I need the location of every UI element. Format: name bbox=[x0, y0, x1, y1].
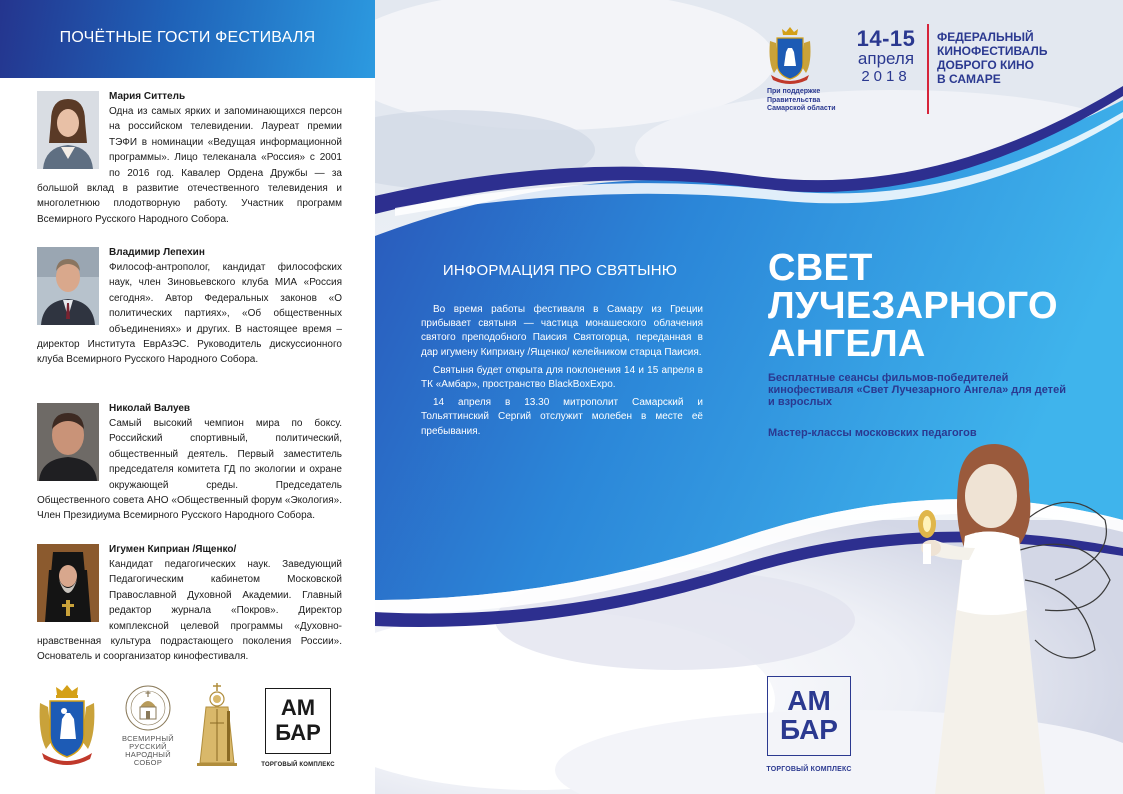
honored-guests-header bbox=[0, 0, 375, 78]
government-support-line: При поддержке bbox=[767, 88, 821, 95]
guest-name: Мария Ситтель bbox=[109, 91, 186, 102]
shrine-paragraph: Во время работы фестиваля в Самару из Греции прибывает святыня — частица монашеского облачения святого преподобного Паисия Святогорца, переданная в дар игумену Киприану /Ященко/ келейником старца Паисия. bbox=[421, 304, 703, 358]
world-russian-council-logo bbox=[120, 683, 176, 767]
masterclass-note: Мастер-классы московских педагогов bbox=[768, 427, 977, 439]
main-title-line: АНГЕЛА bbox=[768, 323, 926, 365]
council-logo-line: ВСЕМИРНЫЙ bbox=[122, 734, 174, 743]
guest-photo bbox=[37, 247, 99, 325]
guest-bio: Самый высокий чемпион мира по боксу. Российский спортивный, политический, общественный деятель. Первый заместитель председателя комитета ГД по экологии и охране окружающей среды. Председатель Общественного совета АНО «Общественный форум «Экология». Член Президиума Всемирного Русского Народного Собора. bbox=[37, 418, 342, 522]
honored-guests-title: ПОЧЁТНЫЕ ГОСТИ ФЕСТИВАЛЯ bbox=[59, 29, 316, 46]
festival-divider bbox=[927, 24, 929, 114]
ambar-logo bbox=[265, 688, 331, 754]
angel-figurine-icon bbox=[895, 440, 1123, 794]
government-support-note bbox=[767, 88, 867, 114]
samara-coat-of-arms-icon bbox=[767, 25, 813, 90]
guest-photo bbox=[37, 403, 99, 481]
guest-card bbox=[37, 90, 342, 227]
ambar-logo-caption: ТОРГОВЫЙ КОМПЛЕКС bbox=[766, 766, 852, 773]
shrine-info-text bbox=[421, 303, 703, 443]
honored-guests-panel bbox=[0, 0, 375, 794]
ambar-logo-caption: ТОРГОВЫЙ КОМПЛЕКС bbox=[261, 762, 335, 768]
festival-dates bbox=[847, 28, 925, 85]
festival-name-line: ДОБРОГО КИНО bbox=[937, 58, 1034, 72]
council-logo-text bbox=[120, 735, 176, 767]
festival-main-title bbox=[768, 249, 1088, 363]
dates-month: апреля bbox=[857, 49, 915, 68]
ambar-logo-top: АМ bbox=[280, 695, 316, 720]
partner-logos bbox=[36, 683, 346, 783]
guest-photo bbox=[37, 91, 99, 169]
festival-panel bbox=[375, 0, 1123, 794]
shrine-info-title: ИНФОРМАЦИЯ ПРО СВЯТЫНЮ bbox=[442, 262, 678, 279]
shrine-paragraph: 14 апреля в 13.30 митрополит Самарский и Тольяттинский Сергий отслужит молебен в месте её пребывания. bbox=[421, 397, 703, 437]
ambar-logo-top: АМ bbox=[787, 685, 831, 716]
guest-card bbox=[37, 402, 342, 524]
council-logo-line: НАРОДНЫЙ bbox=[125, 750, 171, 759]
ambar-logo-bottom: БАР bbox=[780, 714, 838, 745]
guest-name: Игумен Киприан /Ященко/ bbox=[109, 544, 237, 555]
guest-photo bbox=[37, 544, 99, 622]
government-support-line: Самарской области bbox=[767, 105, 836, 112]
guest-name: Николай Валуев bbox=[109, 403, 191, 414]
festival-name bbox=[937, 30, 1117, 86]
dates-year: 2018 bbox=[861, 68, 911, 85]
free-screenings-note: Бесплатные сеансы фильмов-победителей кинофестиваля «Свет Лучезарного Ангела» для детей и взрослых bbox=[768, 372, 1066, 408]
government-support-line: Правительства bbox=[767, 96, 821, 104]
saint-icon bbox=[194, 683, 240, 772]
ambar-logo-bottom: БАР bbox=[275, 720, 321, 745]
council-logo-line: РУССКИЙ bbox=[129, 742, 167, 751]
samara-coat-of-arms-icon bbox=[36, 683, 98, 772]
festival-name-line: ФЕДЕРАЛЬНЫЙ bbox=[937, 30, 1034, 44]
guest-bio: Одна из самых ярких и запоминающихся персон на российском телевидении. Лауреат премии ТЭФИ в номинации «Ведущая информационной программы». Лицо телеканала «Россия» с 2001 по 2016 год. Кавалер Ордена Дружбы — за большой вклад в развитие отечественного телевидения и многолетнюю плодотворную работу. Участник программ Всемирного Русского Народного Собора. bbox=[37, 106, 342, 225]
guest-card bbox=[37, 543, 342, 665]
main-title-line: СВЕТ bbox=[768, 247, 873, 289]
festival-name-line: В САМАРЕ bbox=[937, 72, 1001, 86]
council-emblem-icon bbox=[120, 683, 176, 733]
guest-bio: Философ-антрополог, кандидат философских наук, член Зиновьевского клуба МИА «Россия сегодня». Автор Федеральных законов «О политических партиях», «Об общественных объединениях» и других. В настоящее время – директор Института ЕврАзЭС. Руководитель дискуссионного клуба Всемирного Русского Народного Собора. bbox=[37, 262, 342, 366]
council-logo-line: СОБОР bbox=[133, 758, 163, 767]
guest-name: Владимир Лепехин bbox=[109, 247, 205, 258]
festival-name-line: КИНОФЕСТИВАЛЬ bbox=[937, 44, 1048, 58]
ambar-logo bbox=[767, 676, 851, 756]
dates-range: 14-15 bbox=[856, 26, 916, 51]
main-title-line: ЛУЧЕЗАРНОГО bbox=[768, 285, 1058, 327]
shrine-paragraph: Святыня будет открыта для поклонения 14 и 15 апреля в ТК «Амбар», пространство BlackBoxExpo. bbox=[421, 364, 703, 391]
guest-bio: Кандидат педагогических наук. Заведующий Педагогическим кабинетом Московской Православной Духовной Академии. Главный редактор журнала «Покров». Директор комплексной целевой программы «Духовно-нравственная культура подрастающего поколения России». Основатель и соорганизатор кинофестиваля. bbox=[37, 559, 342, 663]
guest-card bbox=[37, 246, 342, 368]
